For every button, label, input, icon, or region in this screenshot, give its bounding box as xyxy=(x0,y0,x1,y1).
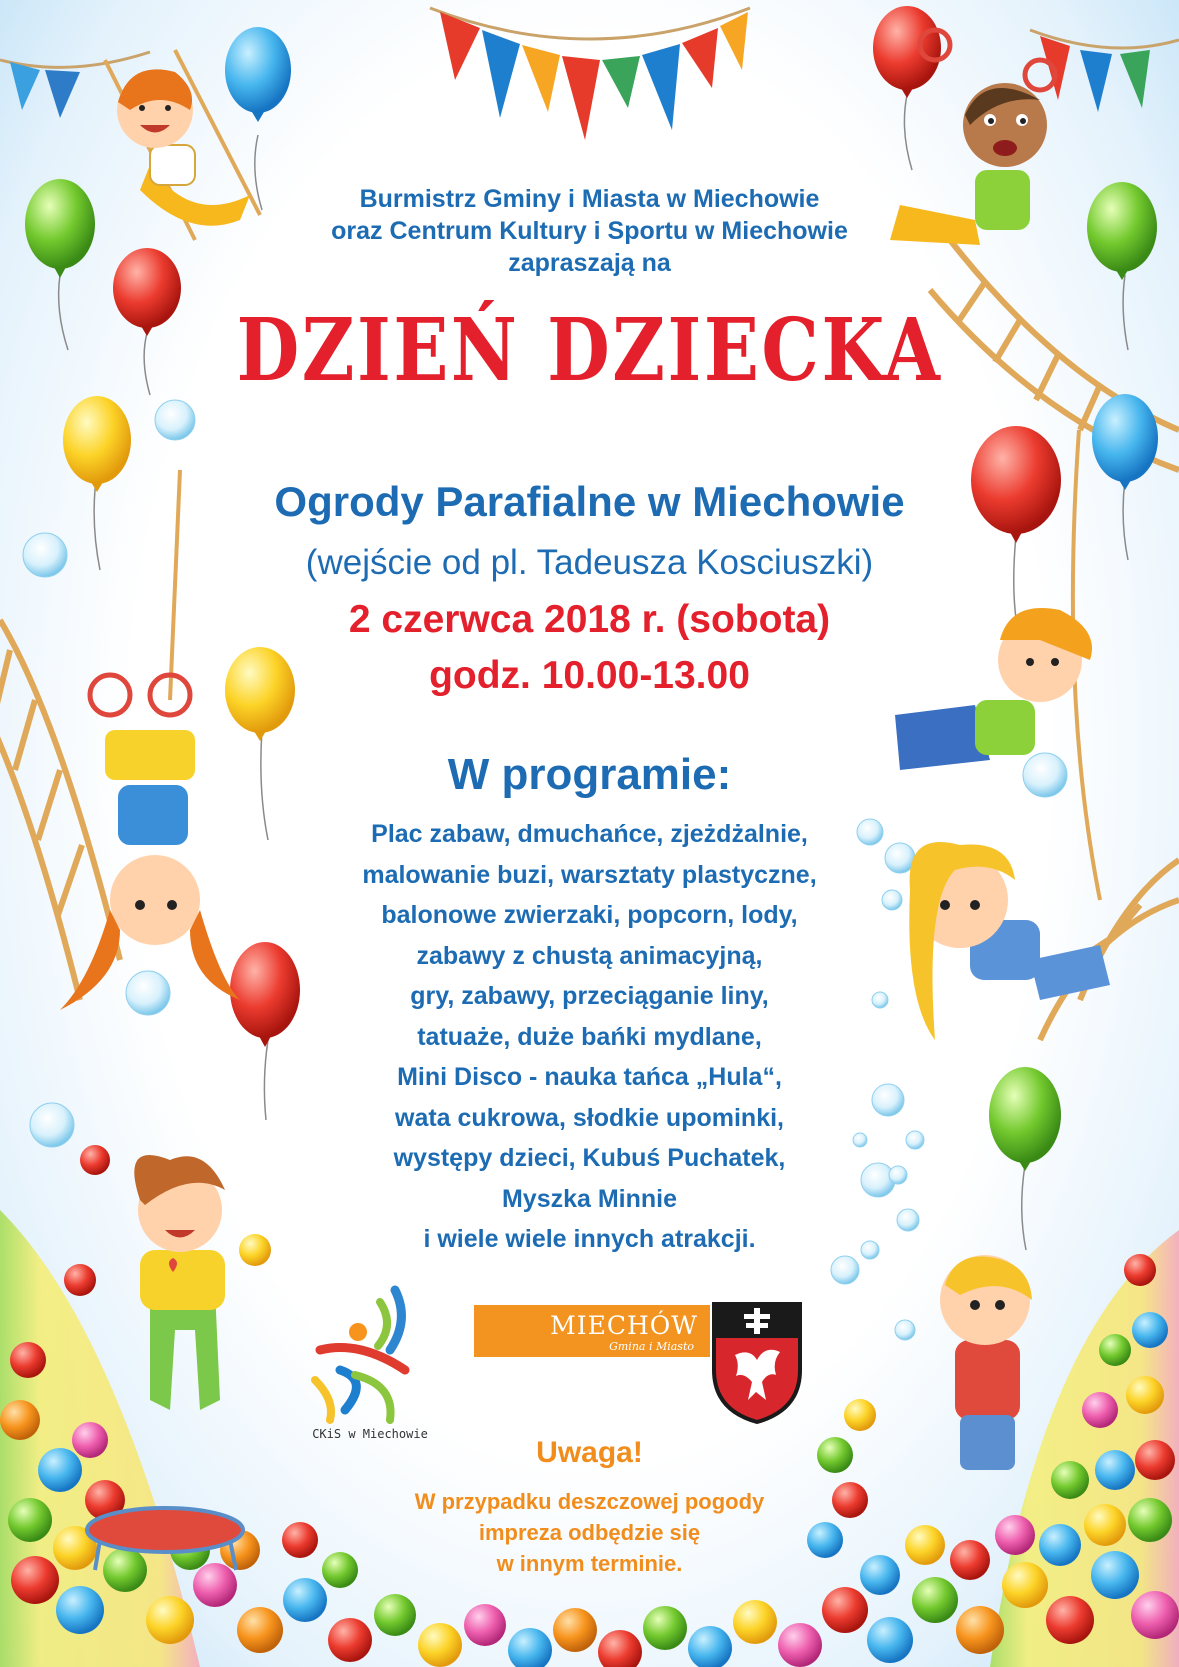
organizer-line: Burmistrz Gminy i Miasta w Miechowie xyxy=(359,185,820,213)
program-item: tatuaże, duże bańki mydlane, xyxy=(417,1022,762,1051)
program-item: balonowe zwierzaki, popcorn, lody, xyxy=(381,901,798,929)
program-item: i wiele wiele innych atrakcji. xyxy=(423,1225,756,1253)
miechow-logo-name: MIECHÓW xyxy=(550,1311,698,1340)
organizer-line: zapraszają na xyxy=(508,249,671,277)
entrance-info: (wejście od pl. Tadeusza Kosciuszki) xyxy=(305,543,874,582)
organizer-line: oraz Centrum Kultury i Sportu w Miechowie xyxy=(331,217,848,245)
event-hours: godz. 10.00-13.00 xyxy=(429,654,750,697)
event-title: DZIEŃ DZIECKA xyxy=(236,300,943,401)
program-item: zabawy z chustą animacyjną, xyxy=(416,941,763,970)
notice-line: W przypadku deszczowej pogody xyxy=(414,1489,765,1514)
miechow-logo xyxy=(474,1305,710,1357)
program-item: gry, zabawy, przeciąganie liny, xyxy=(410,982,769,1010)
program-item: Plac zabaw, dmuchańce, zjeżdżalnie, xyxy=(371,820,808,848)
program-item: wata cukrowa, słodkie upominki, xyxy=(395,1103,784,1132)
coat-of-arms-icon xyxy=(710,1300,804,1426)
ckis-caption: CKiS w Miechowie xyxy=(312,1427,428,1441)
program-item: Myszka Minnie xyxy=(501,1184,678,1213)
notice-line: w innym terminie. xyxy=(496,1551,683,1576)
organizers-block xyxy=(0,183,1179,279)
event-date: 2 czerwca 2018 r. (sobota) xyxy=(348,598,831,641)
notice-line: impreza odbędzie się xyxy=(478,1520,701,1545)
program-list xyxy=(0,814,1179,1260)
bunting-flags xyxy=(440,12,748,140)
program-item: występy dzieci, Kubuś Puchatek, xyxy=(393,1144,786,1172)
notice-heading: Uwaga! xyxy=(536,1436,643,1469)
miechow-logo-subtitle: Gmina i Miasto xyxy=(609,1340,694,1353)
notice-text xyxy=(0,1486,1179,1579)
program-heading: W programie: xyxy=(447,750,732,799)
program-item: malowanie buzi, warsztaty plastyczne, xyxy=(362,860,817,889)
ckis-logo xyxy=(300,1280,440,1430)
venue: Ogrody Parafialne w Miechowie xyxy=(274,478,905,525)
program-item: Mini Disco - nauka tańca „Hula“, xyxy=(397,1063,782,1091)
